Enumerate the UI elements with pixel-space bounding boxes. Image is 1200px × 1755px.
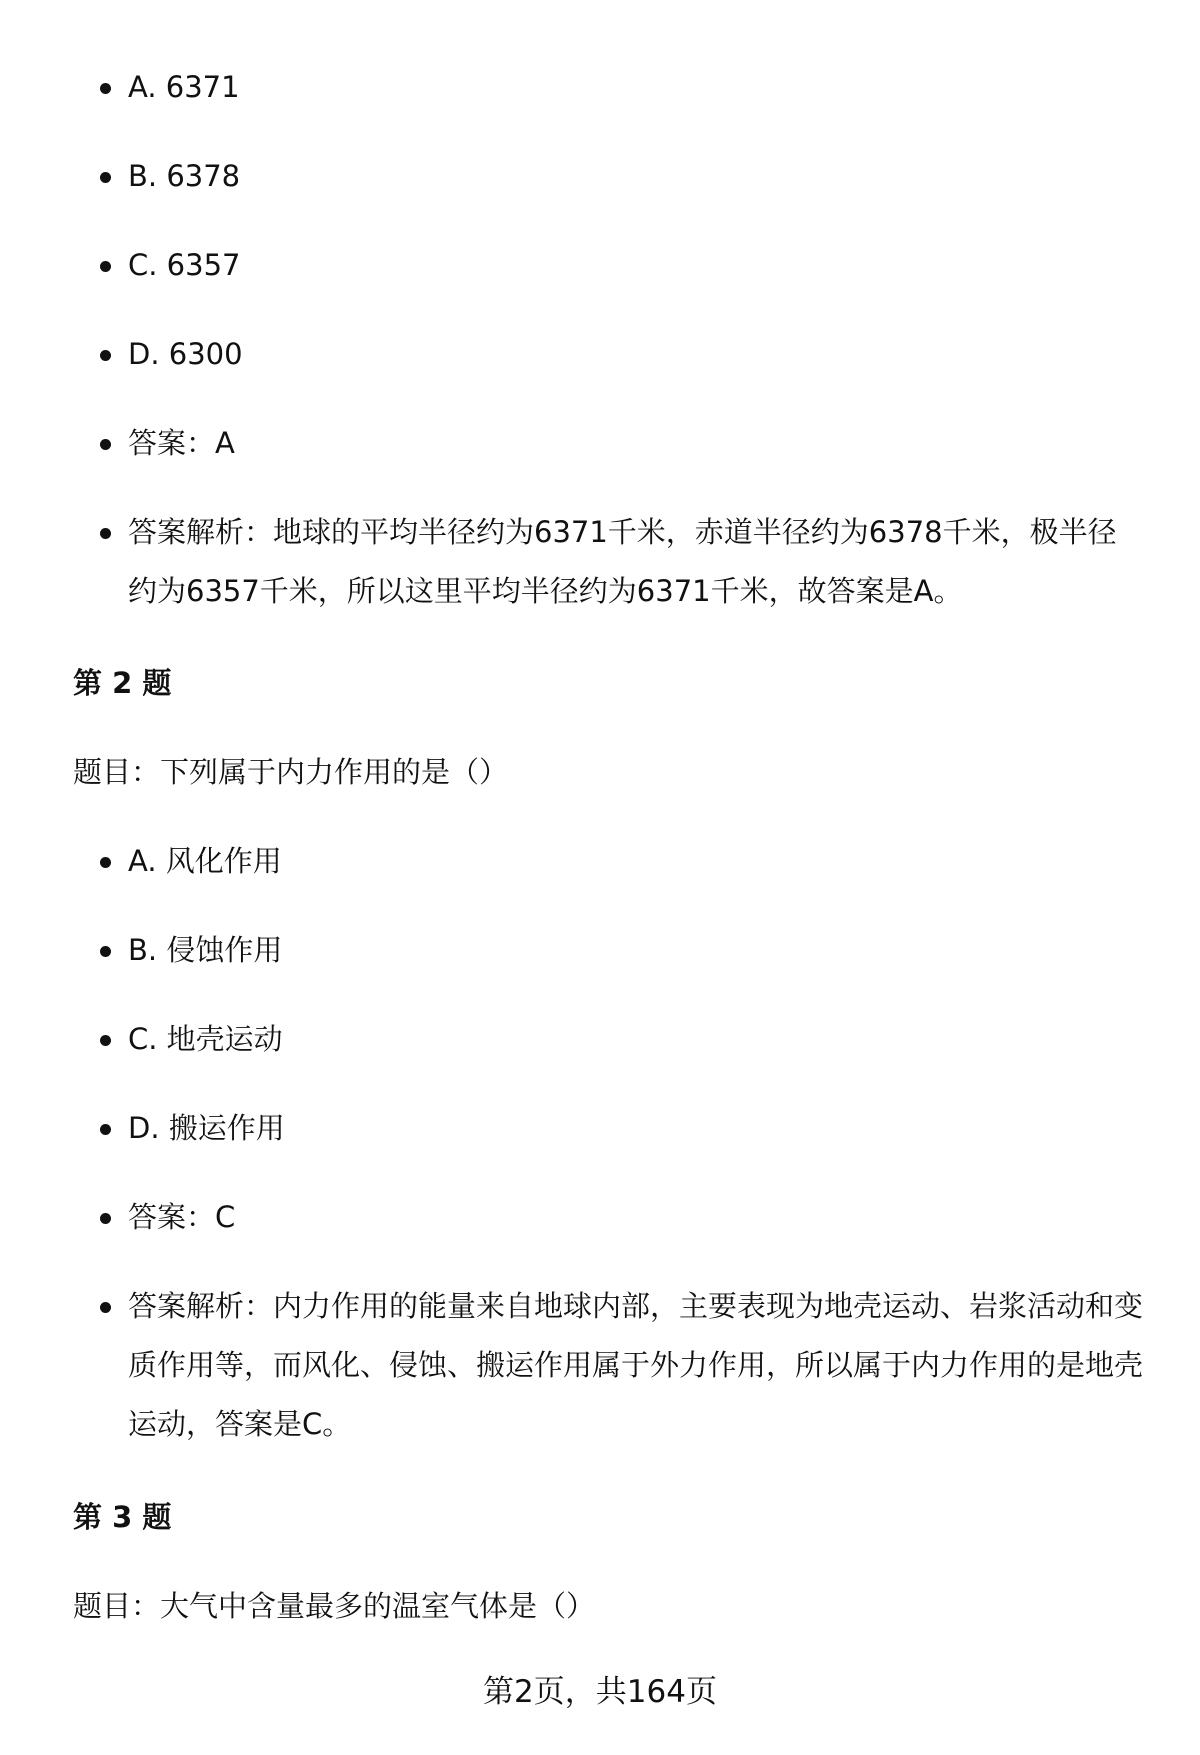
- q1-option-c: C. 6357: [95, 236, 1145, 295]
- q1-option-b: B. 6378: [95, 147, 1145, 206]
- q2-list: [95, 832, 1145, 1454]
- q3-heading: 第 3 题: [73, 1500, 172, 1534]
- q3-question: 题目：大气中含量最多的温室气体是（）: [73, 1589, 596, 1623]
- q1-list: [95, 58, 1145, 621]
- q1-explanation: 答案解析：地球的平均半径约为6371千米，赤道半径约为6378千米，极半径约为6357千米，所以这里平均半径约为6371千米，故答案是A。: [95, 503, 1145, 621]
- q2-explanation: 答案解析：内力作用的能量来自地球内部，主要表现为地壳运动、岩浆活动和变质作用等，而风化、侵蚀、搬运作用属于外力作用，所以属于内力作用的是地壳运动，答案是C。: [95, 1277, 1145, 1454]
- q2-option-c: C. 地壳运动: [95, 1010, 1145, 1069]
- q2-answer: 答案：C: [95, 1188, 1145, 1247]
- q2-option-a: A. 风化作用: [95, 832, 1145, 891]
- q1-answer: 答案：A: [95, 414, 1145, 473]
- q2-heading: 第 2 题: [73, 666, 172, 700]
- q2-question: 题目：下列属于内力作用的是（）: [73, 755, 509, 789]
- q2-option-b: B. 侵蚀作用: [95, 921, 1145, 980]
- q2-option-d: D. 搬运作用: [95, 1099, 1145, 1158]
- page-number-footer: 第2页，共164页: [483, 1674, 717, 1710]
- q1-option-a: A. 6371: [95, 58, 1145, 117]
- q1-option-d: D. 6300: [95, 325, 1145, 384]
